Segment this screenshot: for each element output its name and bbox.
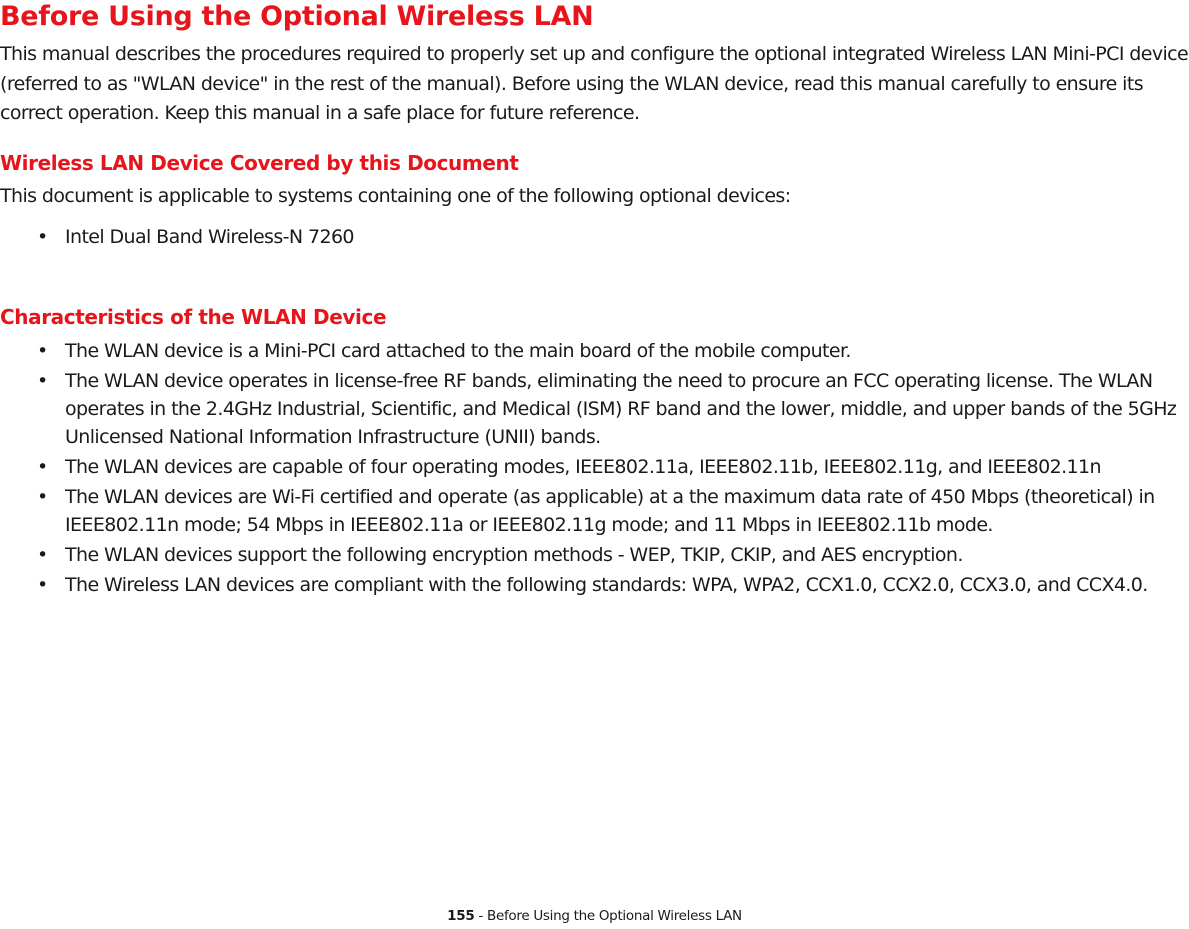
bullet-icon: • [37,574,48,596]
list-item-text: The WLAN devices support the following encryption methods - WEP, TKIP, CKIP, and AES encryption. [65,544,963,566]
footer-title: Before Using the Optional Wireless LAN [486,908,742,924]
list-item-text: The WLAN device operates in license-free RF bands, eliminating the need to procure an FCC operating license. The WLAN operates in the 2.4GHz Industrial, Scientific, and Medical (ISM) RF band and the lower, middle, and upper bands of the 5GHz Unlicensed National Information Infrastructure (UNII) bands. [65,370,1177,448]
bullet-icon: • [37,456,48,478]
footer-separator: - [474,908,487,924]
list-item [0,541,1189,569]
list-item [0,367,1189,451]
list-item-text: The WLAN devices are Wi-Fi certified and operate (as applicable) at a the maximum data rate of 450 Mbps (theoretical) in IEEE802.11n mode; 54 Mbps in IEEE802.11a or IEEE802.11g mode; and 11 Mbps in IEEE802.11b mode. [65,486,1155,536]
bullet-icon: • [37,226,48,248]
section-heading-characteristics: Characteristics of the WLAN Device [0,305,387,329]
list-item [0,483,1189,539]
list-item-text: The WLAN device is a Mini-PCI card attached to the main board of the mobile computer. [65,340,851,362]
section-heading-devices-covered: Wireless LAN Device Covered by this Document [0,151,519,175]
list-item-text: The Wireless LAN devices are compliant with the following standards: WPA, WPA2, CCX1.0, CCX2.0, CCX3.0, and CCX4.0. [65,574,1148,596]
bullet-icon: • [37,340,48,362]
page-title: Before Using the Optional Wireless LAN [0,1,594,32]
bullet-icon: • [37,486,48,508]
list-item-text: The WLAN devices are capable of four operating modes, IEEE802.11a, IEEE802.11b, IEEE802.11g, and IEEE802.11n [65,456,1101,478]
intro-paragraph: This manual describes the procedures required to properly set up and configure the optional integrated Wireless LAN Mini-PCI device (referred to as "WLAN device" in the rest of the manual). Before using the WLAN device, read this manual carefully to ensure its correct operation. Keep this manual in a safe place for future reference. [0,43,1189,124]
list-item [0,223,1189,251]
list-item [0,453,1189,481]
page-footer [0,906,1189,926]
page-number: 155 [447,908,475,924]
bullet-icon: • [37,370,48,392]
characteristics-list [0,337,1189,601]
list-item [0,571,1189,599]
list-item [0,337,1189,365]
applicability-paragraph: This document is applicable to systems containing one of the following optional devices: [0,185,791,207]
list-item-text: Intel Dual Band Wireless-N 7260 [65,226,354,248]
bullet-icon: • [37,544,48,566]
device-list [0,223,1189,253]
